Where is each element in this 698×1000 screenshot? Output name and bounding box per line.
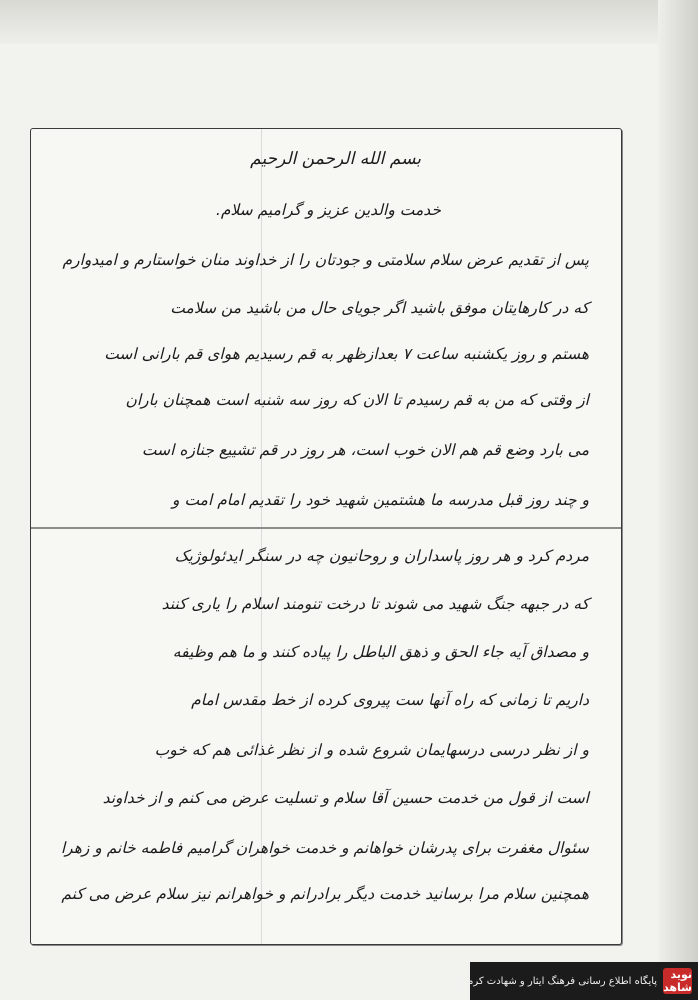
letter-line: مردم کرد و هر روز پاسداران و روحانیون چه در سنگر ایدئولوژیک (174, 547, 589, 565)
watermark-text: پایگاه اطلاع رسانی فرهنگ ایثار و شهادت کرمان (457, 975, 658, 987)
letter-line: هستم و روز یکشنبه ساعت ۷ بعدازظهر به قم رسیدیم هوای قم بارانی است (104, 345, 589, 363)
letter-line: است از قول من خدمت حسین آقا سلام و تسلیت عرض می کنم و از خداوند (102, 789, 589, 807)
letter-line: می بارد وضع قم هم الان خوب است، هر روز در قم تشییع جنازه است (141, 441, 589, 459)
letter-opening-basmala: بسم الله الرحمن الرحیم (250, 149, 421, 169)
letter-line: که در جبهه جنگ شهید می شوند تا درخت تنومند اسلام را یاری کنند (161, 595, 589, 613)
letter-salutation: خدمت والدین عزیز و گرامیم سلام. (215, 201, 441, 219)
letter-line: و از نظر درسی درسهایمان شروع شده و از نظر غذائی هم که خوب (154, 741, 589, 759)
letter-line: از وقتی که من به قم رسیدم تا الان که روز سه شنبه است همچنان باران (125, 391, 589, 409)
letter-line: پس از تقدیم عرض سلام سلامتی و جودتان را از خداوند منان خواستارم و امیدوارم (62, 251, 589, 269)
letter-line: که در کارهایتان موفق باشید اگر جویای حال من باشید من سلامت (170, 299, 589, 317)
scan-right-shadow (658, 0, 698, 1000)
letter-line: سئوال مغفرت برای پدرشان خواهانم و خدمت خواهران گرامیم فاطمه خانم و زهرا (60, 839, 589, 857)
handwritten-letter-page (30, 128, 622, 945)
letter-line: همچنین سلام مرا برسانید خدمت دیگر برادرانم و خواهرانم نیز سلام عرض می کنم (61, 885, 589, 903)
navid-shahed-logo-icon: نوید شاهد (663, 968, 692, 994)
scan-top-shadow (0, 0, 698, 44)
paper-fold-line (31, 527, 621, 529)
site-watermark (457, 962, 698, 1000)
letter-line: داریم تا زمانی که راه آنها ست پیروی کرده از خط مقدس امام (191, 691, 589, 709)
letter-line: و مصداق آیه جاء الحق و ذهق الباطل را پیاده کنند و ما هم وظیفه (172, 643, 589, 661)
letter-line: و چند روز قبل مدرسه ما هشتمین شهید خود را تقدیم امام امت و (172, 491, 589, 509)
